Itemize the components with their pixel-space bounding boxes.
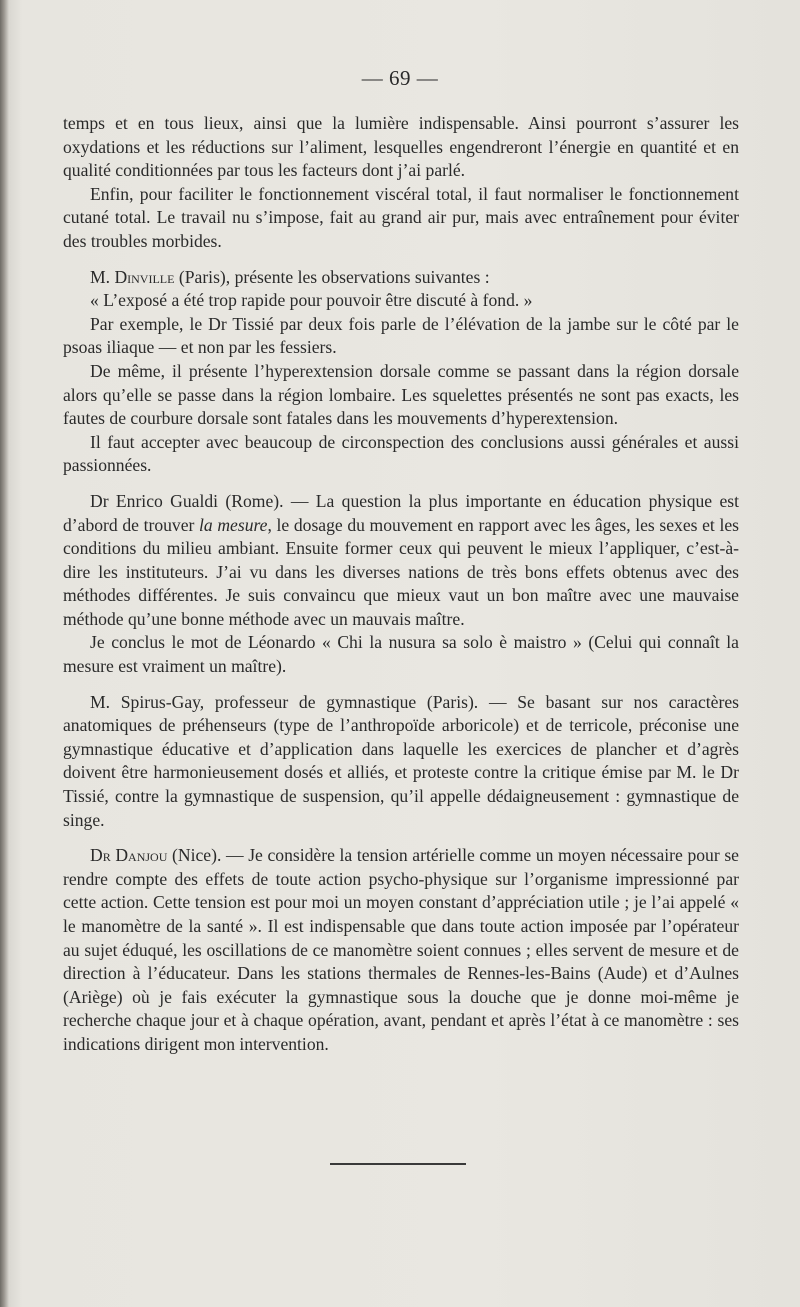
- section-divider: [330, 1163, 466, 1165]
- speaker-name: Dr Danjou: [90, 845, 168, 866]
- paragraph: [63, 844, 739, 1056]
- paragraph: Par exemple, le Dr Tissié par deux fois parle de l’élévation de la jambe sur le côté par le psoas iliaque — et non par les fessiers.: [63, 313, 739, 358]
- paragraph: M. Spirus-Gay, professeur de gymnastique (Paris). — Se basant sur nos caractères anatomiques de préhenseurs (type de l’anthropoïde arboricole) et de terricole, préconise une gymnastique éducative et d’application dans laquelle les exercices de plancher et d’agrès doivent être harmonieusement dosés et alliés, et proteste contre la critique émise par M. le Dr Tissié, contre la gymnastique de suspension, qu’il appelle dédaigneusement : gymnastique de singe.: [63, 691, 739, 830]
- paragraph: [63, 266, 739, 290]
- emphasis-text: la mesure: [199, 514, 268, 535]
- paragraph: temps et en tous lieux, ainsi que la lumière indispensable. Ainsi pourront s’assurer les oxydations et les réductions sur l’aliment, lesquelles engendreront l’énergie en quantité et en qualité conditionnées par tous les facteurs dont j’ai parlé.: [63, 113, 739, 181]
- paragraph: Il faut accepter avec beaucoup de circonspection des conclusions aussi générales et aussi passionnées.: [63, 431, 739, 476]
- paragraph: [63, 490, 739, 632]
- speaker-name: M. Dinville: [90, 266, 175, 287]
- paragraph-text: Dr Enrico Gualdi (Rome). — La question la plus importante en éducation physique est d’abord de trouver: [63, 490, 739, 535]
- paragraph: « L’exposé a été trop rapide pour pouvoir être discuté à fond. »: [90, 290, 533, 311]
- paragraph: Je conclus le mot de Léonardo « Chi la nusura sa solo è maistro » (Celui qui connaît la mesure est vraiment un maître).: [63, 632, 739, 677]
- paragraph-text: (Nice). — Je considère la tension artérielle comme un moyen nécessaire pour se rendre compte des effets de toute action psycho-physique sur l’organisme impressionné par cette action. Cette tension est pour moi un moyen constant d’appréciation utile ; je l’ai appelé « le manomètre de la santé ». Il est indispensable que dans toute action imposée par l’opérateur au sujet éduqué, les oscillations de ce manomètre soient connues ; elles servent de mesure et de direction à l’éducateur. Dans les stations thermales de Rennes-les-Bains (Aude) et d’Aulnes (Ariège) où je fais exécuter la gymnastique sous la douche que je donne moi-même je recherche chaque jour et à chaque opération, avant, pendant et après l’état à ce manomètre : ses indications dirigent mon intervention.: [63, 845, 739, 1054]
- paragraph: De même, il présente l’hyperextension dorsale comme se passant dans la région dorsale alors qu’elle se passe dans la région lombaire. Les squelettes présentés ne sont pas exacts, les fautes de courbure dorsale sont fatales dans les mouvements d’hyperextension.: [63, 360, 739, 429]
- paragraph-text: , le dosage du mouvement en rapport avec les âges, les sexes et les conditions du milieu ambiant. Ensuite former ceux qui peuvent le mieux l’appliquer, c’est-à-dire les instituteurs. J’ai vu dans les diverses nations de très bons effets obtenus avec des méthodes différentes. Je suis convaincu que mieux vaut un bon maître avec une mauvaise méthode qu’une bonne méthode avec un mauvais maître.: [63, 514, 739, 629]
- page-number: — 69 —: [361, 66, 439, 90]
- paragraph-text: (Paris), présente les observations suivantes :: [174, 266, 490, 287]
- paragraph: Enfin, pour faciliter le fonctionnement viscéral total, il faut normaliser le fonctionnement cutané total. Le travail nu s’impose, fait au grand air pur, mais avec entraînement pour éviter des troubles morbides.: [63, 183, 739, 251]
- body-text: [63, 112, 739, 1057]
